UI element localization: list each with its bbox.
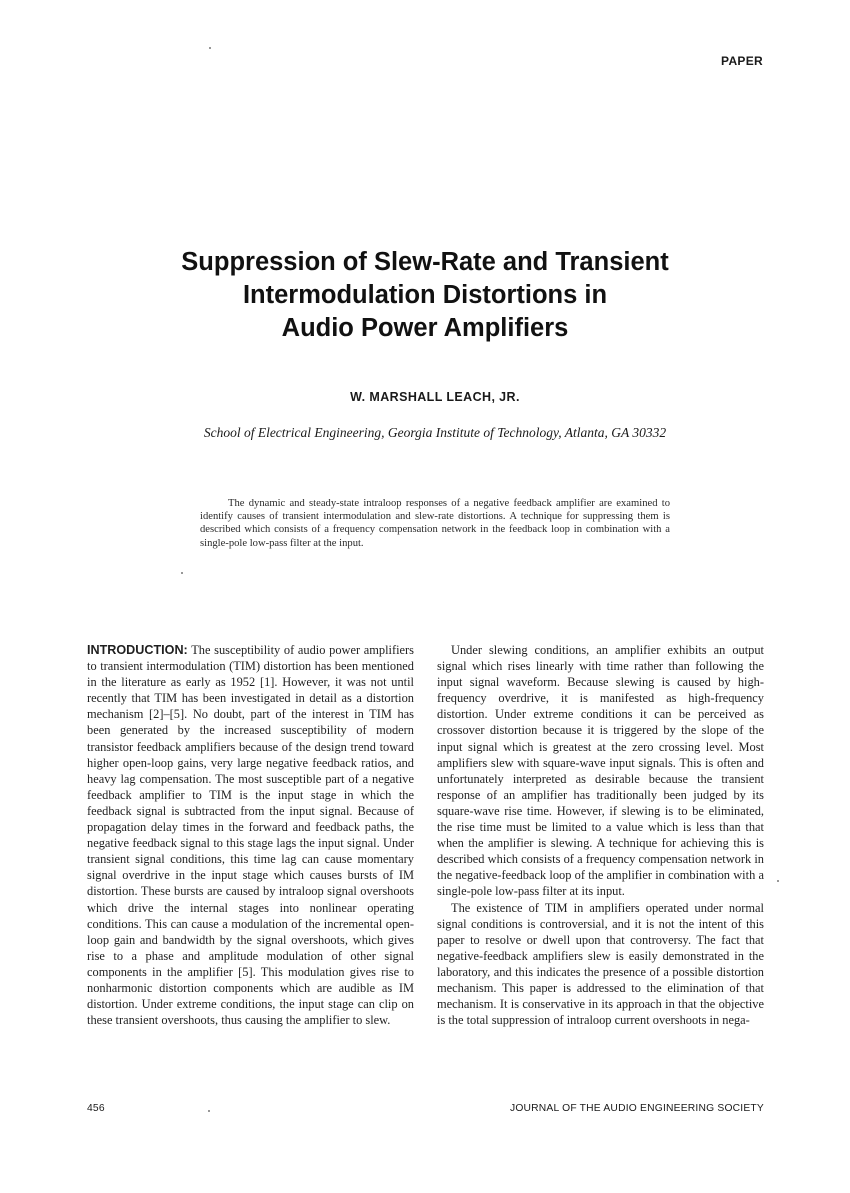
scan-speck [209, 47, 211, 49]
author-name: W. MARSHALL LEACH, JR. [350, 390, 520, 404]
title-line: Suppression of Slew-Rate and Transient [181, 248, 669, 276]
scan-speck [777, 880, 779, 882]
title-line: Audio Power Amplifiers [281, 314, 569, 342]
title-line: Intermodulation Distortions in [242, 281, 608, 309]
journal-name: JOURNAL OF THE AUDIO ENGINEERING SOCIETY [509, 1103, 764, 1114]
right-column [437, 642, 764, 1028]
introduction-text: The susceptibility of audio power amplifiers to transient intermodulation (TIM) distortion has been mentioned in the literature as early as 1952 [1]. However, it was not until recently that TIM has been investigated in detail as a distortion mechanism [2]–[5]. No doubt, part of the interest in TIM has been generated by the increased susceptibility of modern transistor feedback amplifiers because of the design trend toward higher open-loop gains, very large negative feedback ratios, and heavy lag compensation. The most susceptible part of a negative feedback amplifier to TIM is the input stage in which the feedback signal is subtracted from the input signal. Because of propagation delay times in the forward and feedback paths, the negative feedback signal to this stage lags the input signal. Under transient signal conditions, this time lag can cause momentary signal overdrive in the input stage which causes bursts of IM distortion. These bursts are caused by intraloop signal overshoots which drive the internal stages into nonlinear operating conditions. This can cause a modulation of the incremental open-loop gain and bandwidth by the signal overshoots, which gives rise to a phase and amplitude modulation of other signal components in the amplifier [5]. This modulation gives rise to nonharmonic distortion components which are audible as IM distortion. Under extreme conditions, the input stage can clip on these transient overshoots, thus causing the amplifier to slew. [87, 643, 415, 1028]
scan-speck [181, 572, 183, 574]
introduction-paragraph [87, 642, 414, 1028]
abstract: The dynamic and steady-state intraloop responses of a negative feedback amplifier are examined to identify causes of transient intermodulation and slew-rate distortions. A technique for suppressing them is described which consists of a frequency compensation network in the feedback loop in combination with a single-pole low-pass filter at the input. [200, 498, 670, 549]
page-number: 456 [87, 1103, 105, 1114]
scan-speck [208, 1110, 210, 1112]
section-tag: PAPER [721, 54, 763, 68]
left-column [87, 642, 414, 1028]
article-title [120, 246, 730, 345]
section-heading-introduction: INTRODUCTION: [87, 643, 188, 657]
body-paragraph: Under slewing conditions, an amplifier exhibits an output signal which rises linearly with time rather than following the input signal waveform. Because slewing is caused by high-frequency overdrive, it is manifested as high-frequency distortion. Under extreme conditions it can be perceived as crossover distortion because it is triggered by the slope of the input signal which is greatest at the zero crossing level. Most amplifiers slew with square-wave input signals. This is often and unfortunately interpreted as desirable because the transient response of an amplifier has traditionally been judged by its square-wave rise time. However, if slewing is to be eliminated, the rise time must be limited to a value which is less than that when the amplifier is slewing. A technique for achieving this is described which consists of a frequency compensation network in the negative-feedback loop of the amplifier in combination with a single-pole low-pass filter at its input. [437, 643, 764, 899]
author-affiliation: School of Electrical Engineering, Georgia Institute of Technology, Atlanta, GA 30332 [203, 425, 667, 440]
body-paragraph: The existence of TIM in amplifiers operated under normal signal conditions is controversial, and it is not the intent of this paper to resolve or dwell upon that controversy. The fact that negative-feedback amplifiers slew is easily demonstrated in the laboratory, and this indicates the presence of a possible distortion mechanism. This paper is addressed to the elimination of that mechanism. It is conservative in its approach in that the objective is the total suppression of intraloop current overshoots in nega- [437, 900, 764, 1028]
